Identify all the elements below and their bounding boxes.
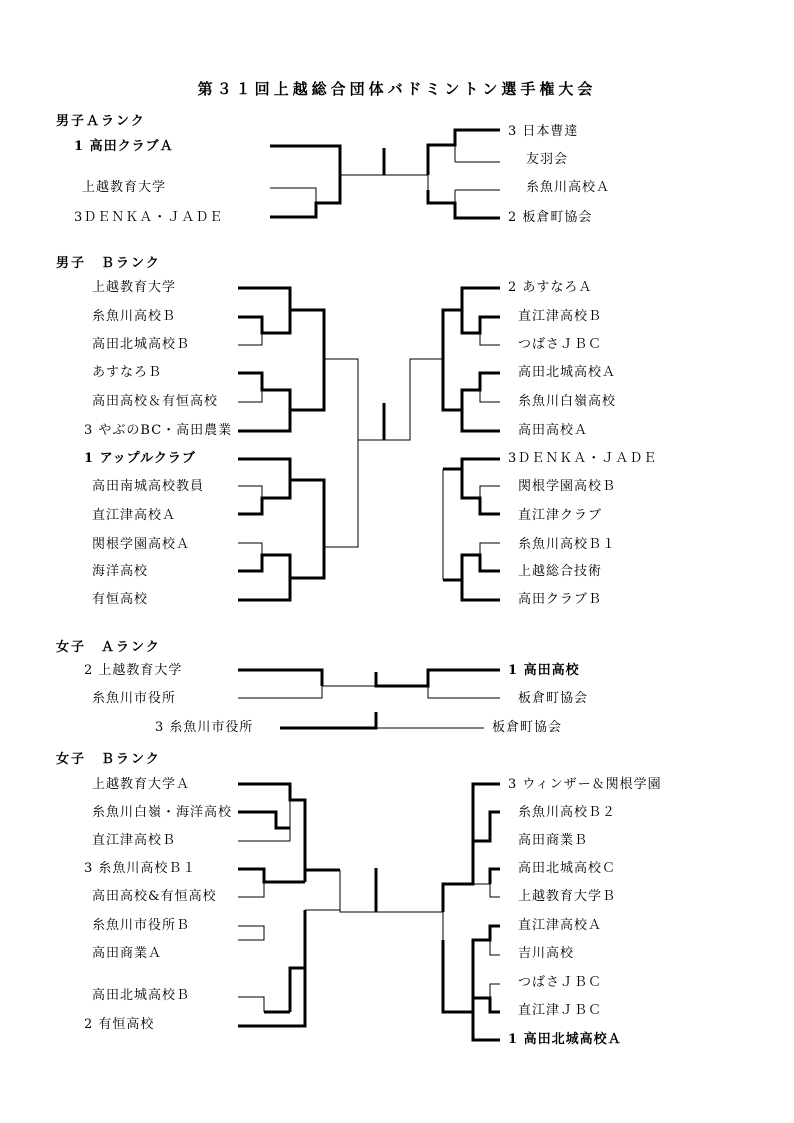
team-name: 3 糸魚川高校Ｂ１ [84, 861, 197, 876]
team-name: 糸魚川高校Ａ [526, 180, 611, 195]
team-name: 高田南城高校教員 [92, 479, 205, 494]
team-name: 直江津高校Ａ [518, 918, 603, 933]
team-name: 1 高田高校 [508, 663, 580, 678]
team-name: あすなろＢ [92, 365, 163, 380]
team-name: 高田北城高校Ｂ [92, 337, 191, 352]
team-name: 直江津高校Ａ [92, 508, 177, 523]
team-name: 上越教育大学Ｂ [518, 889, 617, 904]
team-name: 3 糸魚川市役所 [155, 720, 254, 735]
team-name: 2 有恒高校 [84, 1017, 155, 1032]
team-name: 3ＤＥＮＫＡ・ＪＡＤＥ [74, 210, 224, 225]
team-name: 高田商業Ａ [92, 946, 163, 961]
team-name: 糸魚川市役所 [92, 691, 177, 706]
team-name: つばさＪＢＣ [518, 975, 603, 990]
team-name: 上越教育大学 [82, 180, 167, 195]
team-name: 高田高校Ａ [518, 423, 589, 438]
section-men-b: 男子 Ｂランク [56, 256, 161, 271]
team-name: 3 日本曹達 [508, 124, 579, 139]
team-name: 糸魚川市役所Ｂ [92, 918, 191, 933]
team-name: 友羽会 [526, 152, 569, 167]
team-name: 1 アップルクラブ [84, 451, 196, 466]
team-name: 直江津高校Ｂ [92, 833, 177, 848]
team-name: 糸魚川高校Ｂ [92, 309, 177, 324]
team-name: 吉川高校 [518, 946, 575, 961]
team-name: 高田北城高校Ｂ [92, 988, 191, 1003]
team-name: 高田北城高校Ｃ [518, 861, 617, 876]
team-name: 3 やぶのBC・高田農業 [84, 423, 233, 438]
team-name: 上越教育大学 [92, 280, 177, 295]
team-name: 2 あすなろＡ [508, 280, 593, 295]
team-name: 上越総合技術 [518, 564, 603, 579]
team-name: 3ＤＥＮＫＡ・ＪＡＤＥ [508, 451, 658, 466]
team-name: 海洋高校 [92, 564, 149, 579]
section-women-b: 女子 Ｂランク [56, 752, 161, 767]
team-name: 高田高校&有恒高校 [92, 889, 217, 904]
team-name: つばさＪＢＣ [518, 337, 603, 352]
team-name: 上越教育大学Ａ [92, 777, 191, 792]
team-name: 糸魚川高校Ｂ２ [518, 805, 617, 820]
team-name: 2 板倉町協会 [508, 210, 593, 225]
section-women-a: 女子 Ａランク [56, 640, 161, 655]
team-name: 高田クラブＢ [518, 592, 603, 607]
team-name: 糸魚川高校Ｂ１ [518, 537, 617, 552]
team-name: 板倉町協会 [518, 691, 589, 706]
team-name: 高田北城高校Ａ [518, 365, 617, 380]
team-name: 高田商業Ｂ [518, 833, 589, 848]
team-name: 1 高田北城高校Ａ [508, 1032, 622, 1047]
team-name: 直江津クラブ [518, 508, 603, 523]
page-title: 第３１回上越総合団体バドミントン選手権大会 [197, 80, 597, 98]
team-name: 関根学園高校Ｂ [518, 479, 617, 494]
team-name: 1 高田クラブＡ [74, 139, 174, 154]
team-name: 関根学園高校Ａ [92, 537, 191, 552]
team-name: 有恒高校 [92, 592, 149, 607]
team-name: 高田高校＆有恒高校 [92, 394, 219, 409]
team-name: 3 ウィンザー＆関根学園 [508, 777, 662, 792]
team-name: 直江津ＪＢＣ [518, 1003, 603, 1018]
team-name: 2 上越教育大学 [84, 663, 183, 678]
team-name: 直江津高校Ｂ [518, 309, 603, 324]
section-men-a: 男子Ａランク [56, 114, 146, 129]
team-name: 糸魚川白嶺・海洋高校 [92, 805, 233, 820]
team-name: 板倉町協会 [492, 720, 563, 735]
team-name: 糸魚川白嶺高校 [518, 394, 617, 409]
